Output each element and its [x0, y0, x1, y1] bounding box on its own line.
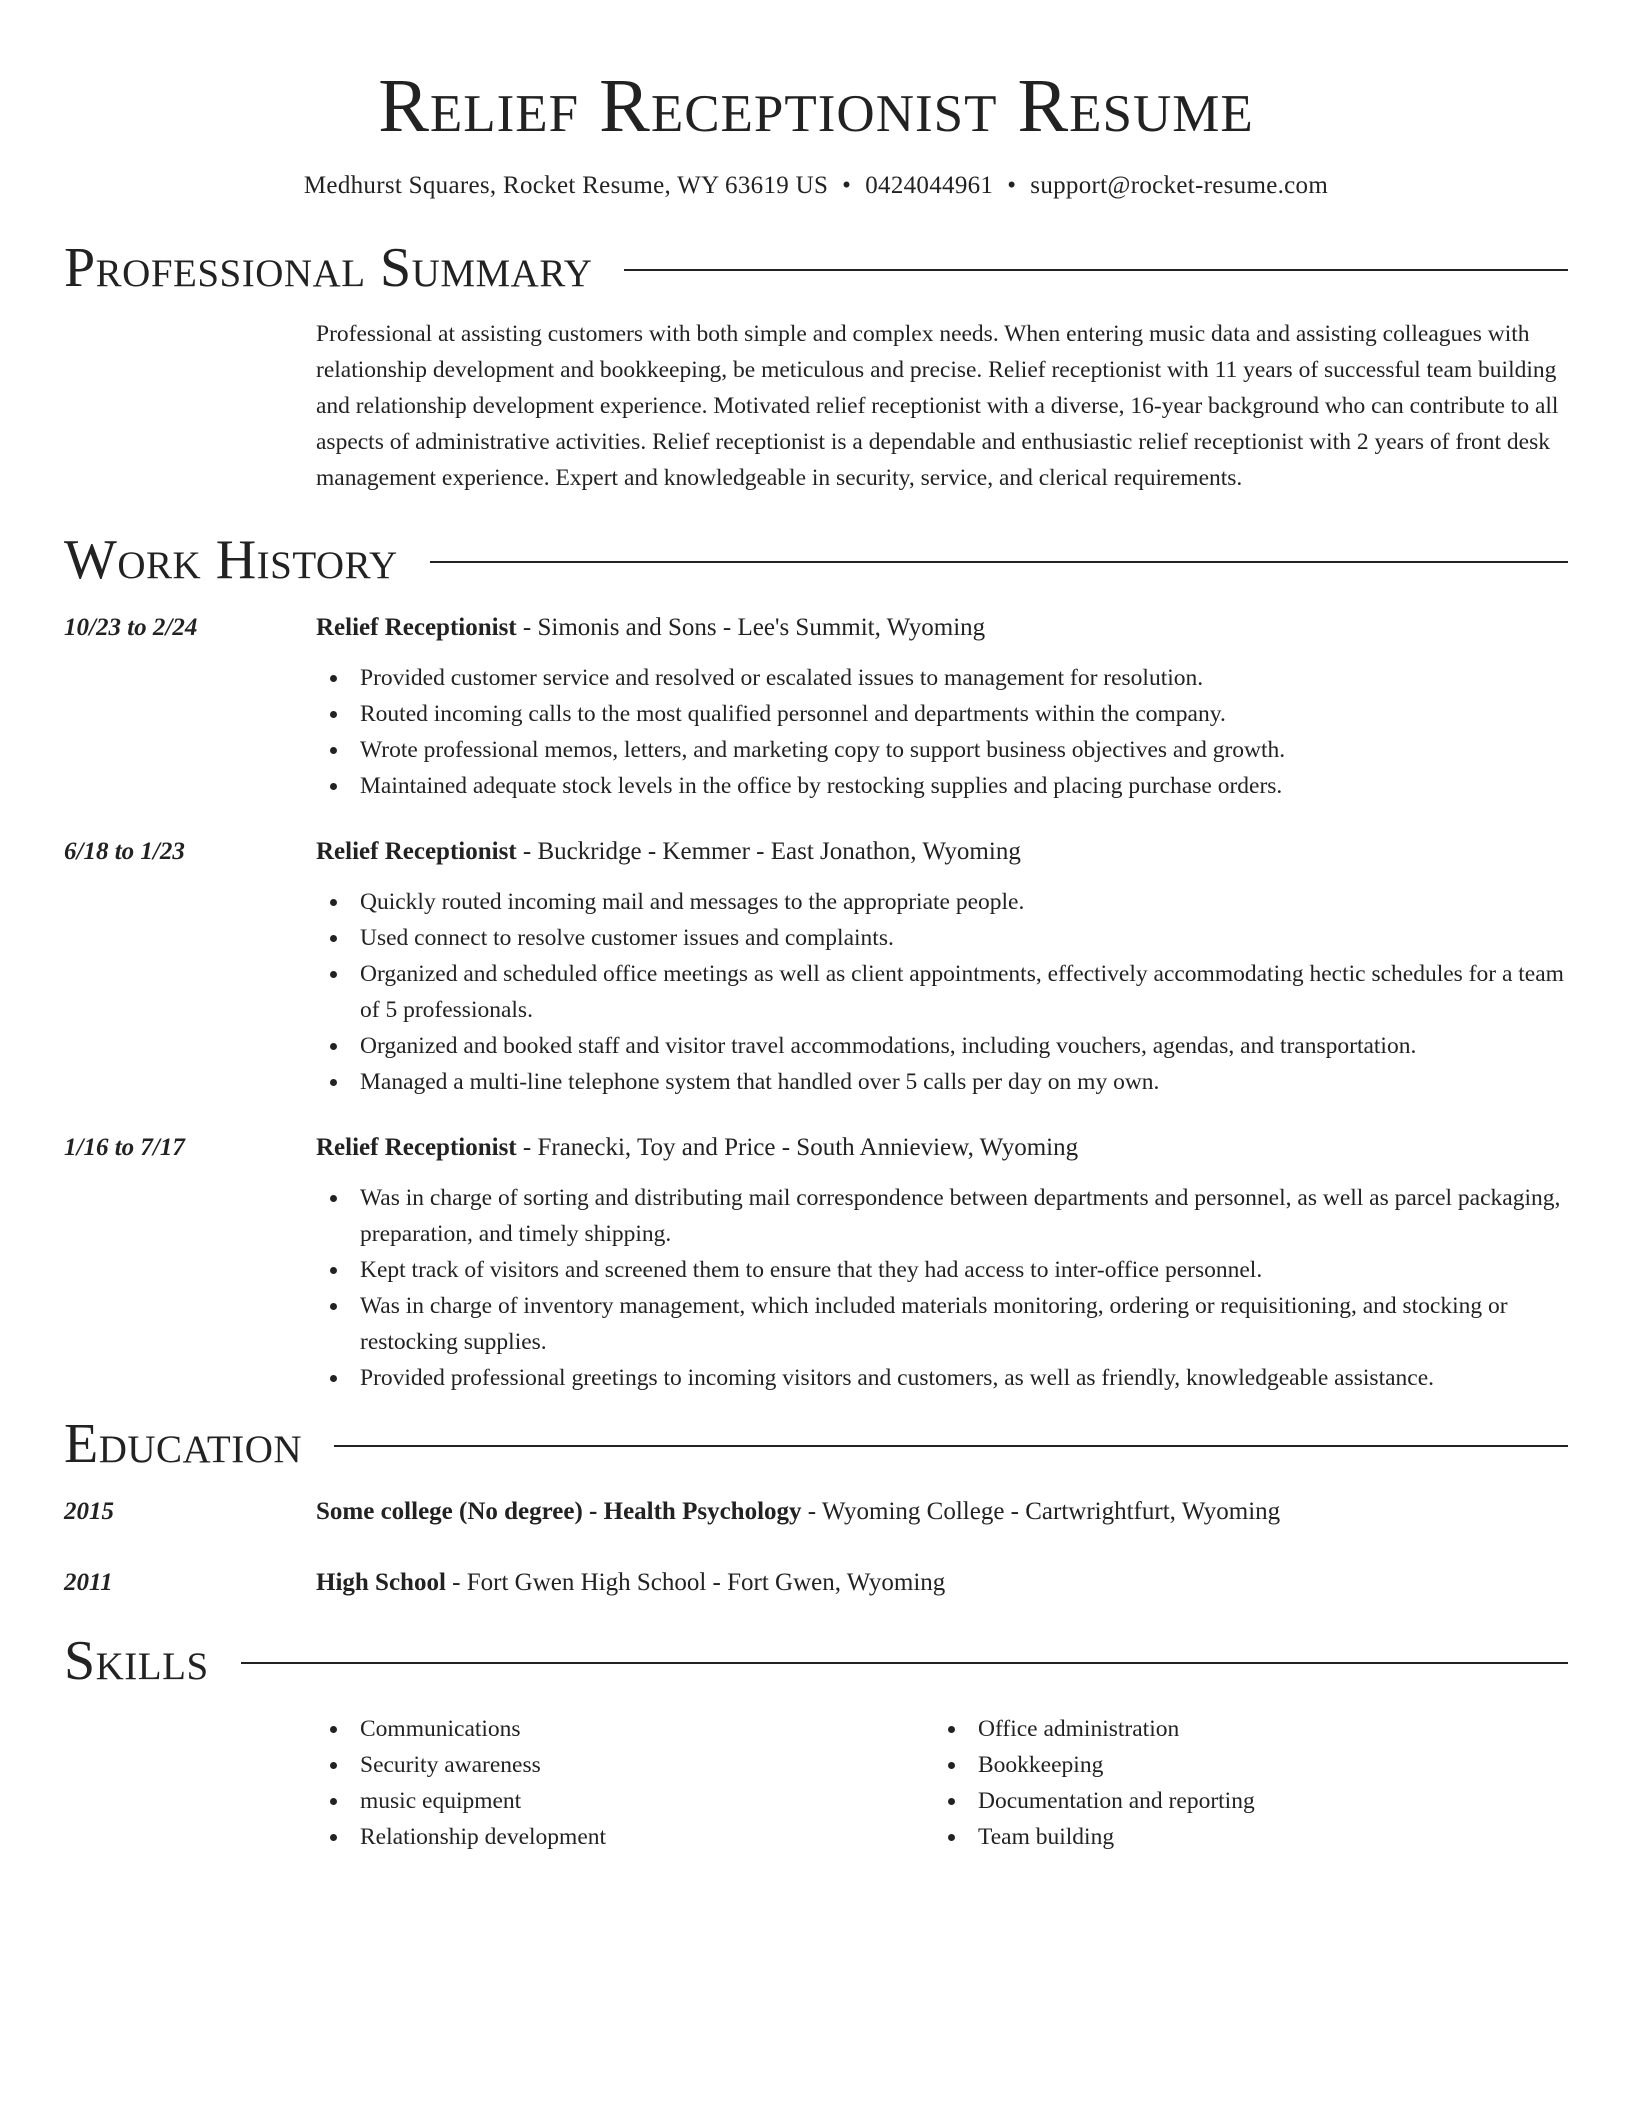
skill-item: Security awareness [316, 1747, 934, 1783]
job-bullet: Managed a multi-line telephone system that handled over 5 calls per day on my own. [316, 1064, 1568, 1100]
job-details: - Simonis and Sons - Lee's Summit, Wyoming [516, 614, 986, 641]
contact-line [64, 170, 1568, 202]
job-role: Relief Receptionist [316, 838, 517, 865]
work-heading: Work History [64, 529, 398, 591]
job-bullet: Quickly routed incoming mail and messages to the appropriate people. [316, 884, 1568, 920]
summary-text: Professional at assisting customers with both simple and complex needs. When entering music data and assisting colleagues with relationship development and bookkeeping, be meticulous and precise. Relief receptionist with 11 years of successful team building and relationship development experience. Motivated relief receptionist with a diverse, 16-year background who can contribute to all aspects of administrative activities. Relief receptionist is a dependable and enthusiastic relief receptionist with 2 years of front desk management experience. Expert and knowledgeable in security, service, and clerical requirements. [316, 321, 1559, 491]
summary-section-header [64, 236, 1568, 300]
job-date: 10/23 to 2/24 [64, 614, 198, 641]
contact-email: support@rocket-resume.com [1030, 172, 1329, 199]
section-divider [334, 1445, 1568, 1447]
contact-separator: • [1007, 172, 1017, 199]
education-year: 2011 [64, 1569, 113, 1596]
skill-item: Documentation and reporting [934, 1783, 1552, 1819]
job-bullet: Wrote professional memos, letters, and marketing copy to support business objectives and growth. [316, 732, 1568, 768]
job-bullets [316, 884, 1568, 1100]
education-heading-line [316, 1494, 1280, 1530]
skills-column-right [934, 1711, 1552, 1855]
job-heading [316, 610, 985, 646]
job-bullet: Provided professional greetings to incoming visitors and customers, as well as friendly, knowledgeable assistance. [316, 1360, 1568, 1396]
skill-item: Office administration [934, 1711, 1552, 1747]
job-entry [64, 1130, 1568, 1396]
skill-item: Relationship development [316, 1819, 934, 1855]
education-details: - Fort Gwen High School - Fort Gwen, Wyoming [445, 1569, 946, 1596]
skill-item: music equipment [316, 1783, 934, 1819]
job-bullet: Maintained adequate stock levels in the office by restocking supplies and placing purchase orders. [316, 768, 1568, 804]
job-entry [64, 834, 1568, 1100]
work-section-header [64, 528, 1568, 592]
job-bullet: Was in charge of sorting and distributing mail correspondence between departments and personnel, as well as parcel packaging, preparation, and timely shipping. [316, 1180, 1568, 1252]
section-divider [624, 269, 1568, 271]
education-degree: Some college (No degree) - Health Psychology [316, 1498, 802, 1525]
job-heading [316, 1130, 1078, 1166]
job-bullet: Provided customer service and resolved or escalated issues to management for resolution. [316, 660, 1568, 696]
job-bullets [316, 1180, 1568, 1396]
skills-section-header [64, 1629, 1568, 1693]
contact-separator: • [842, 172, 852, 199]
skills-column-left [316, 1711, 934, 1855]
job-role: Relief Receptionist [316, 1134, 517, 1161]
education-section-header [64, 1412, 1568, 1476]
skill-item: Communications [316, 1711, 934, 1747]
job-bullets [316, 660, 1568, 804]
summary-heading: Professional Summary [64, 237, 593, 299]
section-divider [241, 1662, 1568, 1664]
education-year: 2015 [64, 1498, 114, 1525]
job-bullet: Routed incoming calls to the most qualified personnel and departments within the company. [316, 696, 1568, 732]
job-bullet: Was in charge of inventory management, which included materials monitoring, ordering or requisitioning, and stocking or restocking supplies. [316, 1288, 1568, 1360]
skill-item: Team building [934, 1819, 1552, 1855]
skills-heading: Skills [64, 1630, 209, 1692]
skill-item: Bookkeeping [934, 1747, 1552, 1783]
education-details: - Wyoming College - Cartwrightfurt, Wyoming [801, 1498, 1281, 1525]
job-details: - Buckridge - Kemmer - East Jonathon, Wyoming [516, 838, 1021, 865]
education-entry [64, 1494, 1568, 1530]
education-degree: High School [316, 1569, 446, 1596]
job-details: - Franecki, Toy and Price - South Annieview, Wyoming [516, 1134, 1079, 1161]
resume-title: Relief Receptionist Resume [378, 64, 1254, 148]
job-entry [64, 610, 1568, 804]
job-bullet: Used connect to resolve customer issues and complaints. [316, 920, 1568, 956]
work-list [64, 610, 1568, 1396]
job-date: 1/16 to 7/17 [64, 1134, 185, 1161]
job-date: 6/18 to 1/23 [64, 838, 185, 865]
job-bullet: Organized and booked staff and visitor travel accommodations, including vouchers, agendas, and transportation. [316, 1028, 1568, 1064]
job-heading [316, 834, 1021, 870]
contact-address: Medhurst Squares, Rocket Resume, WY 63619 US [303, 172, 829, 199]
contact-phone: 0424044961 [865, 172, 994, 199]
job-bullet: Organized and scheduled office meetings as well as client appointments, effectively accommodating hectic schedules for a team of 5 professionals. [316, 956, 1568, 1028]
skills-grid [316, 1711, 1568, 1855]
section-divider [430, 561, 1568, 563]
job-bullet: Kept track of visitors and screened them to ensure that they had access to inter-office personnel. [316, 1252, 1568, 1288]
education-entry [64, 1565, 1568, 1601]
education-heading: Education [64, 1413, 303, 1475]
education-heading-line [316, 1565, 945, 1601]
education-list [64, 1494, 1568, 1601]
job-role: Relief Receptionist [316, 614, 517, 641]
